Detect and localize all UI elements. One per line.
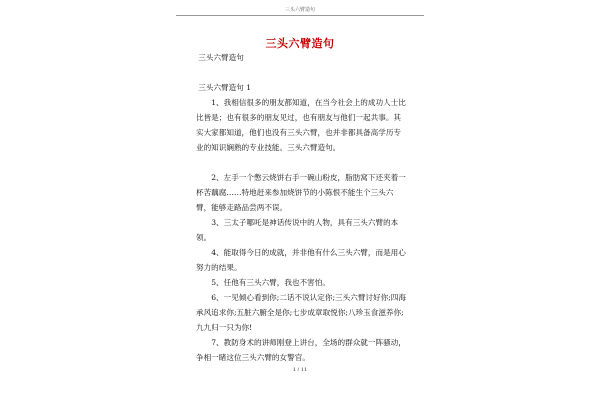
document-title: 三头六臂造句 — [265, 37, 335, 50]
paragraph-4: 4、能取得今日的成就，并非他有什么三头六臂，而是用心努力的结果。 — [196, 248, 406, 272]
spacer — [196, 65, 406, 80]
paragraph-6: 6、一见倾心看到你;二话不说认定你;三头六臂讨好你;四海承风追求你;五脏六腑全是你;七步成章取悦你;八珍玉食滋养你;九九归一只为你! — [196, 293, 406, 332]
paragraph-1: 1、我相信很多的朋友都知道，在当今社会上的成功人士比比皆是；也有很多的朋友见过，也有朋友与他们一起共事。其实大家都知道，他们也没有三头六臂，也并非都具备高学历专业的知识娴熟的专业技能。三头六臂造句。 — [196, 98, 406, 152]
subtitle: 三头六臂造句 — [198, 53, 244, 62]
document-body — [196, 50, 406, 365]
paragraph-3: 3、三太子哪吒是神话传说中的人物，具有三头六臂的本领。 — [196, 218, 399, 242]
paragraph-5: 5、任他有三头六臂，我也不害怕。 — [211, 278, 330, 287]
header-divider — [176, 15, 424, 16]
spacer — [196, 155, 406, 170]
section-heading: 三头六臂造句 1 — [198, 83, 252, 92]
page-number: 1 / 11 — [292, 367, 308, 373]
paragraph-7: 7、教防身术的讲师刚登上讲台，全场的群众就一阵骚动，争相一睹这位三头六臂的女警官。 — [196, 338, 406, 362]
page-header: 三头六臂造句 — [284, 7, 315, 13]
paragraph-2: 2、左手一个憋云烧饼右手一碗山粉皮，脂肪窝下还夹着一杯苦藕腐……特地赶来参加烧饼节的小陈恨不能生个三头六臂，能够走路品尝两不误。 — [196, 173, 406, 212]
